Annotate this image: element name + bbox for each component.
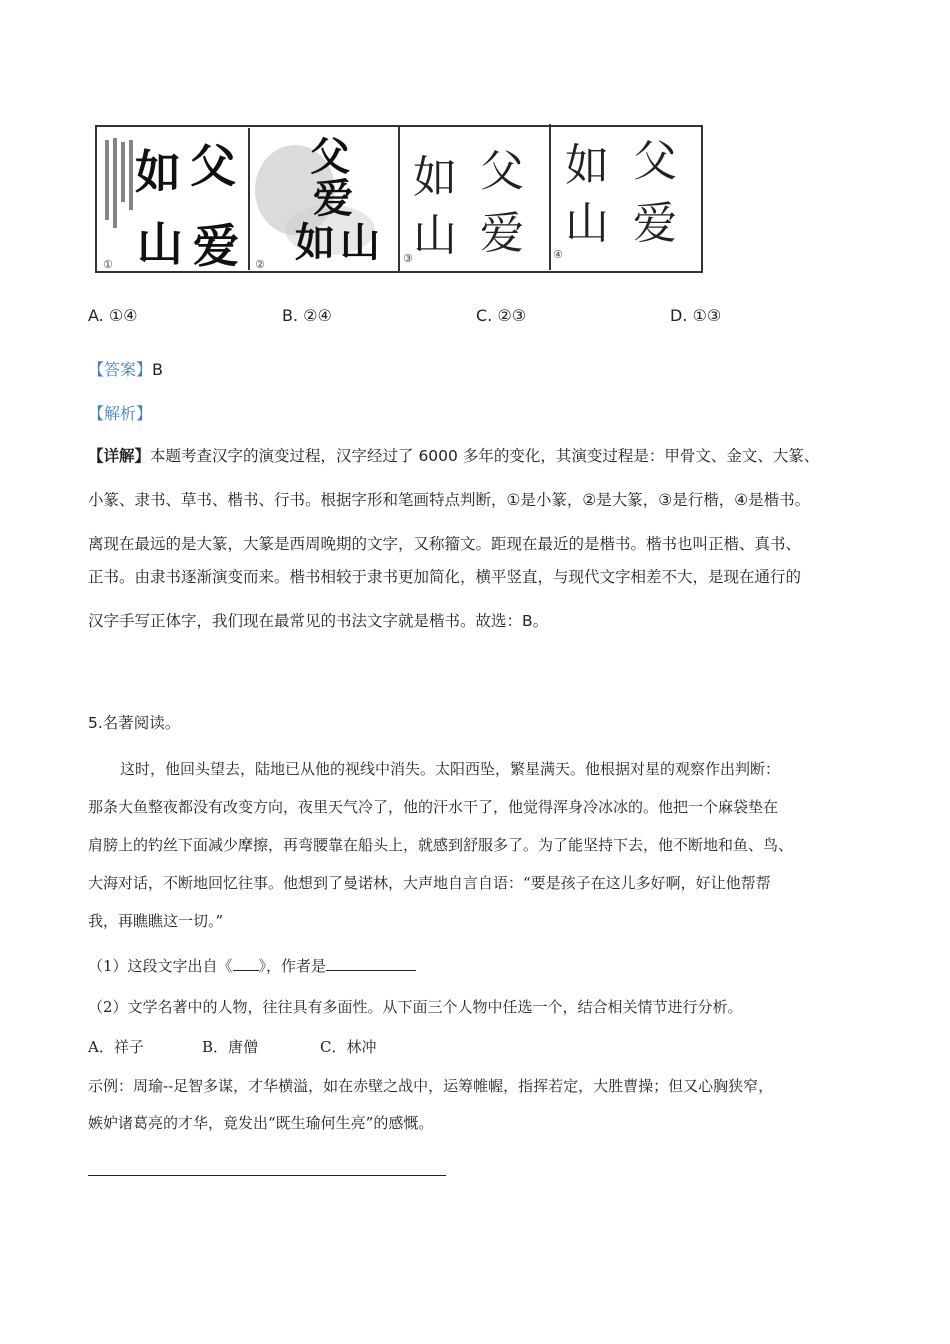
option-c: C. ②③: [476, 306, 527, 325]
detail-line-5: 汉字手写正体字，我们现在最常见的书法文字就是楷书。故选：B。: [88, 612, 549, 630]
question-5-title: 5.名著阅读。: [88, 714, 181, 732]
panel-4-char-1: 如: [565, 140, 609, 191]
choice-b: B．唐僧: [202, 1038, 259, 1056]
panel-1-char-3: 爱: [193, 219, 239, 273]
panel-1-number: ①: [103, 258, 113, 271]
q1-mid: 》，作者是: [258, 957, 327, 975]
passage-line-4: 大海对话，不断地回忆往事。他想到了曼诺林，大声地自言自语：“要是孩子在这儿多好啊，好让他帮帮: [88, 874, 771, 892]
panel-4-number: ④: [553, 248, 563, 261]
question-5-1: [88, 954, 416, 976]
option-b: B. ②④: [282, 306, 332, 325]
panel-1-char-0: 父: [190, 139, 236, 193]
panel-3-number: ③: [403, 252, 413, 265]
panel-2-char-0: 父: [310, 133, 350, 180]
choice-a: A．祥子: [88, 1038, 144, 1056]
detail-tag: 【详解】: [88, 447, 151, 465]
panel-4-char-0: 父: [633, 136, 677, 187]
panel-2-char-2: 如: [295, 219, 335, 266]
passage-line-1: 这时，他回头望去，陆地已从他的视线中消失。太阳西坠，繁星满天。他根据对星的观察作出判断：: [120, 760, 781, 778]
detail-line-1: [88, 446, 819, 466]
choice-c: C．林冲: [320, 1038, 377, 1056]
panel-3-char-3: 山: [413, 210, 457, 261]
question-5-2: （2）文学名著中的人物，往往具有多面性。从下面三个人物中任选一个，结合相关情节进行分析。: [88, 998, 743, 1016]
detail-text: 本题考查汉字的演变过程，汉字经过了 6000 多年的变化，其演变过程是：甲骨文、金文、大篆、: [150, 447, 820, 465]
panel-3-char-1: 如: [413, 152, 457, 203]
passage-line-5: 我，再瞧瞧这一切。”: [88, 912, 224, 930]
example-line-1: 示例：周瑜--足智多谋，才华横溢，如在赤壁之战中，运筹帷幄，指挥若定，大胜曹操；但又心胸狭窄，: [88, 1077, 774, 1095]
answer-line: [88, 357, 163, 380]
panel-2-number: ②: [255, 258, 265, 271]
option-a: A. ①④: [88, 306, 138, 325]
q1-prefix: （1）这段文字出自《: [88, 957, 233, 975]
panel-2-char-1: 爱: [313, 175, 353, 222]
panel-4-char-2: 爱: [633, 198, 677, 249]
panel-1-char-1: 如: [135, 145, 181, 199]
detail-line-4: 正书。由隶书逐渐演变而来。楷书相较于隶书更加简化，横平竖直，与现代文字相差不大，是现在通行的: [88, 568, 802, 586]
panel-4-char-3: 山: [565, 198, 609, 249]
answer-blank-line[interactable]: [88, 1175, 446, 1176]
panel-2-char-3: 山: [340, 219, 380, 266]
example-line-2: 嫉妒诸葛亮的才华，竟发出“既生瑜何生亮”的感慨。: [88, 1114, 434, 1132]
passage-line-3: 肩膀上的钓丝下面减少摩擦，再弯腰靠在船头上，就感到舒服多了。为了能坚持下去，他不断地和鱼、鸟、: [88, 836, 794, 854]
book-title-blank[interactable]: [233, 954, 259, 971]
option-d: D. ①③: [670, 306, 722, 325]
answer-value: B: [152, 360, 163, 379]
passage-line-2: 那条大鱼整夜都没有改变方向，夜里天气冷了，他的汗水干了，他觉得浑身冷冰冰的。他把一个麻袋垫在: [88, 798, 779, 816]
analysis-tag: 【解析】: [88, 404, 153, 423]
calligraphy-figure: [95, 120, 705, 278]
panel-3-char-0: 父: [480, 146, 524, 197]
author-blank[interactable]: [326, 954, 416, 971]
panel-1-char-2: 山: [137, 217, 183, 271]
detail-line-3: 离现在最远的是大篆，大篆是西周晚期的文字，又称籀文。距现在最近的是楷书。楷书也叫正楷、真书、: [88, 535, 802, 553]
panel-3-char-2: 爱: [480, 208, 524, 259]
answer-tag: 【答案】: [88, 360, 153, 379]
detail-line-2: 小篆、隶书、草书、楷书、行书。根据字形和笔画特点判断，①是小篆，②是大篆，③是行楷，④是楷书。: [88, 491, 811, 509]
